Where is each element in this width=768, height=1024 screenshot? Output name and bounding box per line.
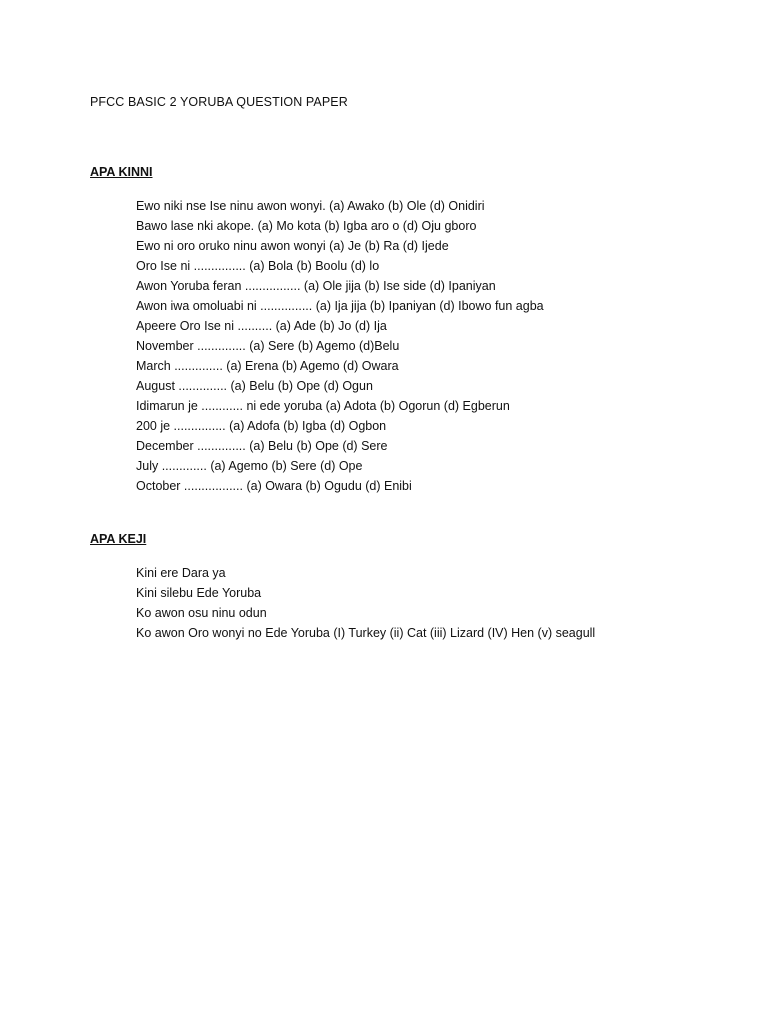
question-text: July ............. (a) Agemo (b) Sere (d) Ope [136,459,363,473]
question-text: Bawo lase nki akope. (a) Mo kota (b) Igba aro o (d) Oju gboro [136,219,477,233]
document-title: PFCC BASIC 2 YORUBA QUESTION PAPER [90,95,348,109]
question-text: Ko awon Oro wonyi no Ede Yoruba (I) Turkey (ii) Cat (iii) Lizard (IV) Hen (v) seagull [136,626,596,640]
question-text: Oro Ise ni ............... (a) Bola (b) Boolu (d) lo [136,259,380,273]
question-text: November .............. (a) Sere (b) Agemo (d)Belu [136,339,400,353]
section-heading-apa-kinni: APA KINNI [90,165,153,179]
question-text: 200 je ............... (a) Adofa (b) Igba (d) Ogbon [136,419,387,433]
question-text: December .............. (a) Belu (b) Ope (d) Sere [136,439,388,453]
question-text: Ewo niki nse Ise ninu awon wonyi. (a) Awako (b) Ole (d) Onidiri [136,199,485,213]
question-text: Idimarun je ............ ni ede yoruba (a) Adota (b) Ogorun (d) Egberun [136,399,510,413]
question-text: Apeere Oro Ise ni .......... (a) Ade (b) Jo (d) Ija [136,319,387,333]
question-text: Awon iwa omoluabi ni ............... (a) Ija jija (b) Ipaniyan (d) Ibowo fun agba [136,299,544,313]
question-text: Kini ere Dara ya [136,566,226,580]
question-text: August .............. (a) Belu (b) Ope (d) Ogun [136,379,373,393]
question-text: March .............. (a) Erena (b) Agemo (d) Owara [136,359,399,373]
question-text: Ewo ni oro oruko ninu awon wonyi (a) Je (b) Ra (d) Ijede [136,239,449,253]
question-text: Kini silebu Ede Yoruba [136,586,262,600]
question-text: Ko awon osu ninu odun [136,606,267,620]
section-heading-apa-keji: APA KEJI [90,532,147,546]
question-text: October ................. (a) Owara (b) Ogudu (d) Enibi [136,479,412,493]
question-text: Awon Yoruba feran ................ (a) Ole jija (b) Ise side (d) Ipaniyan [136,279,496,293]
